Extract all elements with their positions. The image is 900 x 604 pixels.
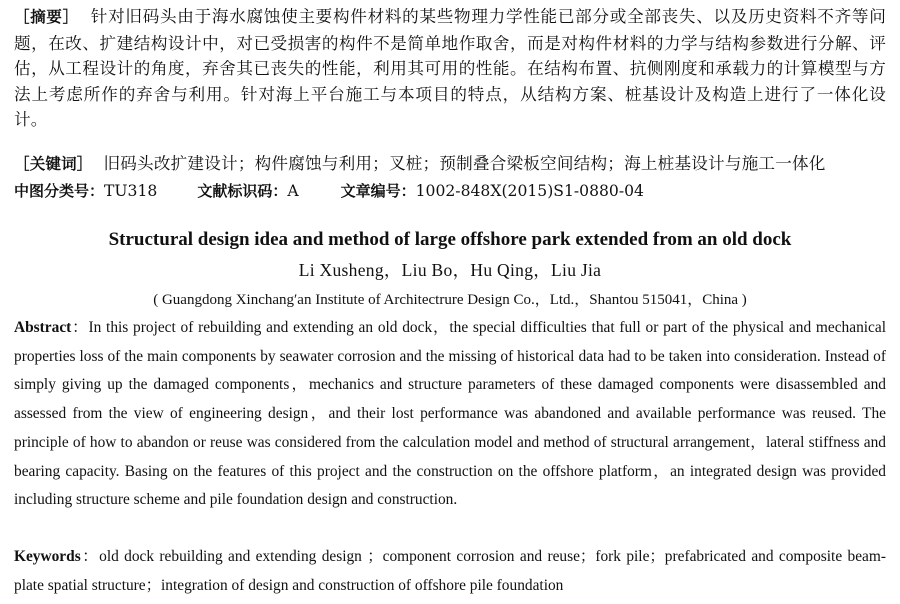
chinese-keywords — [14, 151, 886, 178]
doc-code-label: 文献标识码： — [197, 182, 288, 200]
chinese-keywords-text: 旧码头改扩建设计；构件腐蚀与利用；叉桩；预制叠合梁板空间结构；海上桩基设计与施工一体化 — [103, 154, 826, 173]
english-keywords-label: Keywords — [14, 548, 81, 565]
chinese-abstract — [14, 4, 886, 133]
clc-value: TU318 — [104, 182, 158, 200]
english-abstract — [14, 314, 886, 515]
doc-code-value: A — [287, 182, 299, 200]
chinese-abstract-label: ［摘要］ — [14, 8, 79, 26]
english-abstract-separator: ： — [71, 319, 89, 336]
article-no-value: 1002-848X(2015)S1-0880-04 — [415, 182, 644, 200]
english-keywords-text: old dock rebuilding and extending design ；component corrosion and reuse；fork pile；prefabricated and composite beam-plate spatial structure；integration of design and construction of offshore pile foundation — [14, 548, 886, 594]
classification-line — [14, 179, 644, 203]
english-authors: Li Xusheng，Liu Bo，Hu Qing，Liu Jia — [298, 260, 602, 280]
english-affiliation: ( Guangdong Xinchang′an Institute of Architectrure Design Co.，Ltd.，Shantou 515041，China ) — [153, 292, 747, 308]
english-abstract-label: Abstract — [14, 319, 72, 336]
english-keywords — [14, 543, 886, 600]
clc-label: 中图分类号： — [14, 182, 105, 200]
english-keywords-separator: ： — [80, 548, 100, 565]
chinese-keywords-label: ［关键词］ — [14, 155, 93, 173]
english-title: Structural design idea and method of large offshore park extended from an old dock — [108, 229, 792, 250]
chinese-abstract-text: 针对旧码头由于海水腐蚀使主要构件材料的某些物理力学性能已部分或全部丧失、以及历史资料不齐等问题，在改、扩建结构设计中，对已受损害的构件不是简单地作取舍，而是对构件材料的力学与结构参数进行分解、评估，从工程设计的角度，弃舍其已丧失的性能，利用其可用的性能。在结构布置、抗侧刚度和承载力的计算模型与方法上考虑所作的弃舍与利用。针对海上平台施工与本项目的特点，从结构方案、桩基设计及构造上进行了一体化设计。 — [14, 7, 886, 129]
article-no-label: 文章编号： — [340, 182, 416, 200]
english-abstract-text: In this project of rebuilding and extending an old dock，the special difficulties that full or part of the physical and mechanical properties loss of the main components by seawater corrosion and the missing of historical data had to be taken into consideration. Instead of simply giving up the damaged components，mechanics and structure parameters of these damaged components were disassembled and assessed from the view of engineering design，and their lost performance was abandoned and available performance was reused. The principle of how to abandon or reuse was considered from the calculation model and method of structural arrangement，lateral stiffness and bearing capacity. Basing on the features of this project and the construction on the offshore platform，an integrated design was provided including structure scheme and pile foundation design and construction. — [14, 319, 886, 509]
